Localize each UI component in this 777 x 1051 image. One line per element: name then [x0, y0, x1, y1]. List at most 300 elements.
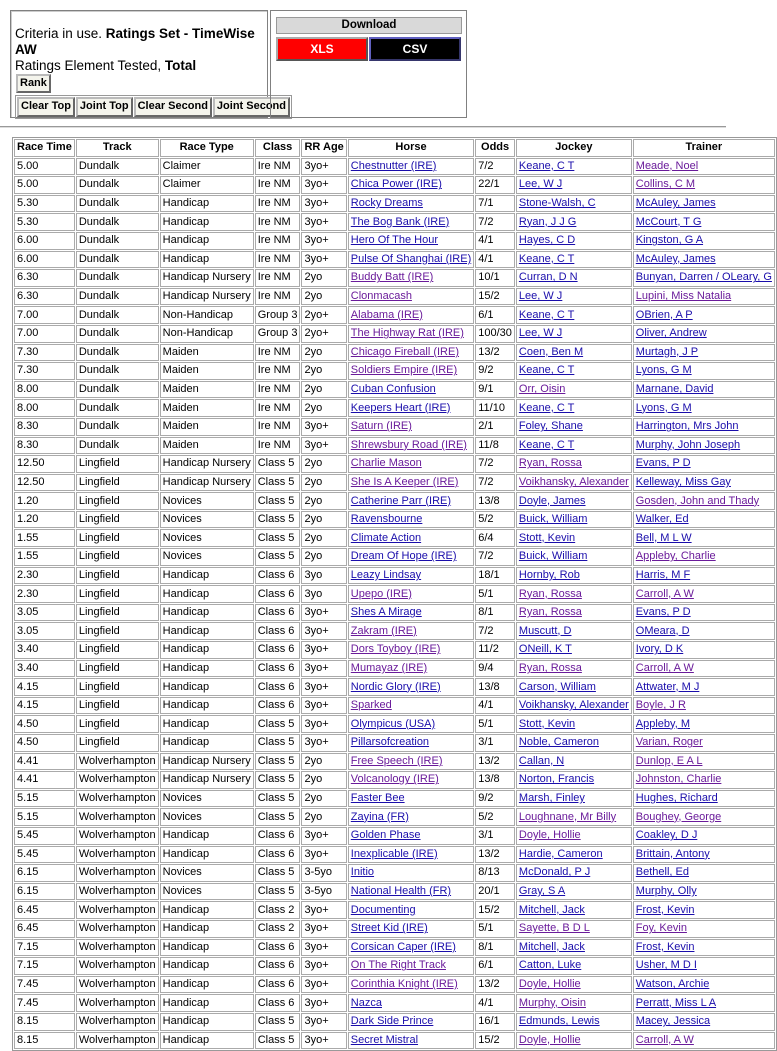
cell-horse — [348, 362, 474, 380]
cell-odds: 13/2 — [475, 344, 515, 362]
cell-rr-age: 2yo+ — [301, 306, 346, 324]
clear-second-button[interactable]: Clear Second — [134, 97, 212, 117]
cell-track: Wolverhampton — [76, 771, 159, 789]
cell-horse — [348, 808, 474, 826]
cell-horse — [348, 325, 474, 343]
cell-horse — [348, 492, 474, 510]
cell-trainer — [633, 567, 775, 585]
table-row — [14, 1032, 775, 1050]
cell-race-time: 6.00 — [14, 232, 75, 250]
cell-race-time: 6.30 — [14, 269, 75, 287]
cell-jockey — [516, 381, 632, 399]
jockey-link[interactable]: Mitchell, Jack — [518, 903, 585, 916]
cell-race-type: Handicap — [160, 660, 254, 678]
jockey-link[interactable]: Murphy, Oisin — [518, 996, 586, 1009]
joint-top-button[interactable]: Joint Top — [76, 97, 133, 117]
cell-race-type: Handicap — [160, 678, 254, 696]
download-title: Download — [276, 17, 462, 34]
jockey-link[interactable]: Doyle, Hollie — [518, 978, 581, 991]
trainer-link[interactable]: Boughey, George — [635, 810, 722, 823]
cell-race-time: 6.45 — [14, 901, 75, 919]
horse-link[interactable]: Saturn (IRE) — [350, 420, 412, 433]
cell-odds: 3/1 — [475, 827, 515, 845]
cell-horse — [348, 1013, 474, 1031]
trainer-link[interactable]: Frost, Kevin — [635, 940, 695, 953]
cell-race-type: Handicap — [160, 827, 254, 845]
cell-horse — [348, 455, 474, 473]
cell-class: Class 6 — [255, 678, 301, 696]
joint-second-button[interactable]: Joint Second — [213, 97, 290, 117]
cell-trainer — [633, 660, 775, 678]
cell-trainer — [633, 455, 775, 473]
horse-link[interactable]: National Health (FR) — [350, 885, 452, 898]
trainer-link[interactable]: Carroll, A W — [635, 587, 694, 600]
cell-class: Ire NM — [255, 362, 301, 380]
horse-link[interactable]: Secret Mistral — [350, 1033, 419, 1046]
horse-link[interactable]: Faster Bee — [350, 792, 405, 805]
cell-class: Group 3 — [255, 306, 301, 324]
table-header-row — [14, 139, 775, 157]
cell-race-time: 5.45 — [14, 827, 75, 845]
trainer-link[interactable]: McCourt, T G — [635, 215, 702, 228]
cell-odds: 10/1 — [475, 269, 515, 287]
cell-rr-age: 2yo — [301, 344, 346, 362]
horse-link[interactable]: Catherine Parr (IRE) — [350, 494, 452, 507]
horse-link[interactable]: Nordic Glory (IRE) — [350, 680, 441, 693]
trainer-link[interactable]: Foy, Kevin — [635, 922, 687, 935]
cell-race-time: 5.30 — [14, 195, 75, 213]
trainer-link[interactable]: Evans, P D — [635, 606, 691, 619]
jockey-link[interactable]: Stott, Kevin — [518, 717, 576, 730]
cell-trainer — [633, 771, 775, 789]
cell-rr-age: 3yo+ — [301, 158, 346, 176]
cell-class: Class 6 — [255, 697, 301, 715]
horse-link[interactable]: She Is A Keeper (IRE) — [350, 475, 459, 488]
jockey-link[interactable]: Buick, William — [518, 550, 588, 563]
jockey-link[interactable]: Gray, S A — [518, 885, 566, 898]
cell-trainer — [633, 474, 775, 492]
cell-track: Wolverhampton — [76, 994, 159, 1012]
jockey-link[interactable]: Marsh, Finley — [518, 792, 585, 805]
cell-race-time: 5.30 — [14, 213, 75, 231]
jockey-link[interactable]: Keane, C T — [518, 364, 575, 377]
horse-link[interactable]: Zayina (FR) — [350, 810, 409, 823]
cell-class: Class 5 — [255, 492, 301, 510]
horse-link[interactable]: On The Right Track — [350, 959, 446, 972]
jockey-link[interactable]: Buick, William — [518, 513, 588, 526]
horse-link[interactable]: Clonmacash — [350, 290, 412, 303]
trainer-link[interactable]: Ivory, D K — [635, 643, 684, 656]
jockey-link[interactable]: Stott, Kevin — [518, 531, 576, 544]
jockey-link[interactable]: Keane, C T — [518, 438, 575, 451]
cell-race-time: 8.30 — [14, 418, 75, 436]
horse-link[interactable]: Upepo (IRE) — [350, 587, 412, 600]
jockey-link[interactable]: Mitchell, Jack — [518, 940, 585, 953]
jockey-link[interactable]: Voikhansky, Alexander — [518, 475, 629, 488]
jockey-link[interactable]: Sayette, B D L — [518, 922, 590, 935]
horse-link[interactable]: Olympicus (USA) — [350, 717, 436, 730]
horse-link[interactable]: Charlie Mason — [350, 457, 422, 470]
cell-race-time: 2.30 — [14, 585, 75, 603]
jockey-link[interactable]: Foley, Shane — [518, 420, 583, 433]
cell-class: Class 6 — [255, 994, 301, 1012]
trainer-link[interactable]: Frost, Kevin — [635, 903, 695, 916]
cell-trainer — [633, 251, 775, 269]
cell-odds: 4/1 — [475, 251, 515, 269]
horse-link[interactable]: Corinthia Knight (IRE) — [350, 978, 458, 991]
horse-link[interactable]: Buddy Batt (IRE) — [350, 271, 434, 284]
cell-jockey — [516, 585, 632, 603]
cell-track: Dundalk — [76, 399, 159, 417]
horse-link[interactable]: Hero Of The Hour — [350, 234, 439, 247]
trainer-link[interactable]: Murphy, John Joseph — [635, 438, 741, 451]
horse-link[interactable]: Dors Toyboy (IRE) — [350, 643, 441, 656]
table-row — [14, 269, 775, 287]
horse-link[interactable]: Alabama (IRE) — [350, 308, 423, 321]
jockey-link[interactable]: Catton, Luke — [518, 959, 582, 972]
jockey-link[interactable]: Ryan, Rossa — [518, 457, 582, 470]
trainer-link[interactable]: Evans, P D — [635, 457, 691, 470]
cell-trainer — [633, 715, 775, 733]
trainer-link[interactable]: Gosden, John and Thady — [635, 494, 760, 507]
cell-horse — [348, 195, 474, 213]
jockey-link[interactable]: Edmunds, Lewis — [518, 1015, 600, 1028]
horse-link[interactable]: Initio — [350, 866, 375, 879]
trainer-link[interactable]: Meade, Noel — [635, 159, 699, 172]
cell-race-type: Handicap — [160, 901, 254, 919]
trainer-link[interactable]: McAuley, James — [635, 197, 716, 210]
horse-link[interactable]: The Highway Rat (IRE) — [350, 327, 464, 340]
cell-rr-age: 3yo+ — [301, 641, 346, 659]
clear-top-button[interactable]: Clear Top — [17, 97, 75, 117]
jockey-link[interactable]: Hardie, Cameron — [518, 847, 603, 860]
cell-race-type: Maiden — [160, 381, 254, 399]
jockey-link[interactable]: Keane, C T — [518, 159, 575, 172]
cell-race-time: 7.30 — [14, 344, 75, 362]
cell-race-type: Novices — [160, 492, 254, 510]
jockey-link[interactable]: Lee, W J — [518, 290, 563, 303]
cell-race-time: 8.15 — [14, 1013, 75, 1031]
horse-link[interactable]: Rocky Dreams — [350, 197, 423, 210]
cell-race-time: 8.00 — [14, 381, 75, 399]
table-row — [14, 846, 775, 864]
jockey-link[interactable]: Noble, Cameron — [518, 736, 599, 749]
criteria-text — [15, 26, 267, 74]
trainer-link[interactable]: McAuley, James — [635, 252, 716, 265]
trainer-link[interactable]: Harris, M F — [635, 568, 691, 581]
trainer-link[interactable]: Carroll, A W — [635, 661, 694, 674]
jockey-link[interactable]: Orr, Oisin — [518, 383, 566, 396]
trainer-link[interactable]: Bunyan, Darren / OLeary, G — [635, 271, 772, 284]
trainer-link[interactable]: Perratt, Miss L A — [635, 996, 717, 1009]
trainer-link[interactable]: Walker, Ed — [635, 513, 689, 526]
cell-race-type: Non-Handicap — [160, 325, 254, 343]
cell-rr-age: 2yo+ — [301, 325, 346, 343]
horse-link[interactable]: Free Speech (IRE) — [350, 754, 443, 767]
cell-jockey — [516, 846, 632, 864]
trainer-link[interactable]: Oliver, Andrew — [635, 327, 707, 340]
horse-link[interactable]: The Bog Bank (IRE) — [350, 215, 450, 228]
trainer-link[interactable]: Collins, C M — [635, 178, 696, 191]
trainer-link[interactable]: OMeara, D — [635, 624, 690, 637]
cell-horse — [348, 585, 474, 603]
cell-class: Class 5 — [255, 1013, 301, 1031]
cell-class: Class 5 — [255, 883, 301, 901]
cell-jockey — [516, 176, 632, 194]
horse-link[interactable]: Chestnutter (IRE) — [350, 159, 437, 172]
table-body — [14, 158, 775, 1050]
cell-rr-age: 3-5yo — [301, 864, 346, 882]
cell-rr-age: 2yo — [301, 808, 346, 826]
cell-trainer — [633, 957, 775, 975]
trainer-link[interactable]: Murtagh, J P — [635, 345, 699, 358]
horse-link[interactable]: Ravensbourne — [350, 513, 423, 526]
cell-jockey — [516, 994, 632, 1012]
trainer-link[interactable]: Bethell, Ed — [635, 866, 689, 879]
trainer-link[interactable]: Attwater, M J — [635, 680, 700, 693]
horse-link[interactable]: Nazca — [350, 996, 382, 1009]
cell-track: Wolverhampton — [76, 1032, 159, 1050]
cell-jockey — [516, 418, 632, 436]
cell-odds: 4/1 — [475, 994, 515, 1012]
cell-class: Ire NM — [255, 158, 301, 176]
trainer-link[interactable]: Appleby, Charlie — [635, 550, 716, 563]
cell-track: Wolverhampton — [76, 901, 159, 919]
cell-rr-age: 2yo — [301, 492, 346, 510]
horse-link[interactable]: Soldiers Empire (IRE) — [350, 364, 458, 377]
jockey-link[interactable]: Hornby, Rob — [518, 568, 580, 581]
trainer-link[interactable]: Kelleway, Miss Gay — [635, 475, 731, 488]
horse-link[interactable]: Mumayaz (IRE) — [350, 661, 428, 674]
trainer-link[interactable]: Marnane, David — [635, 383, 714, 396]
cell-race-time: 5.45 — [14, 846, 75, 864]
trainer-link[interactable]: Usher, M D I — [635, 959, 697, 972]
horse-link[interactable]: Inexplicable (IRE) — [350, 847, 438, 860]
cell-class: Ire NM — [255, 418, 301, 436]
cell-trainer — [633, 195, 775, 213]
rank-button[interactable]: Rank — [16, 74, 51, 93]
column-header-trainer: Trainer — [633, 139, 775, 157]
column-header-odds: Odds — [475, 139, 515, 157]
horse-link[interactable]: Keepers Heart (IRE) — [350, 401, 451, 414]
cell-jockey — [516, 939, 632, 957]
trainer-link[interactable]: Murphy, Olly — [635, 885, 697, 898]
cell-race-type: Maiden — [160, 418, 254, 436]
horse-link[interactable]: Volcanology (IRE) — [350, 773, 439, 786]
table-row — [14, 511, 775, 529]
table-row — [14, 567, 775, 585]
horse-link[interactable]: Climate Action — [350, 531, 422, 544]
cell-odds: 3/1 — [475, 734, 515, 752]
cell-class: Class 6 — [255, 622, 301, 640]
jockey-link[interactable]: McDonald, P J — [518, 866, 591, 879]
cell-jockey — [516, 864, 632, 882]
horse-link[interactable]: Chica Power (IRE) — [350, 178, 442, 191]
horse-link[interactable]: Leazy Lindsay — [350, 568, 422, 581]
cell-race-time: 3.05 — [14, 604, 75, 622]
horse-link[interactable]: Shrewsbury Road (IRE) — [350, 438, 467, 451]
horse-link[interactable]: Zakram (IRE) — [350, 624, 417, 637]
cell-odds: 8/13 — [475, 864, 515, 882]
cell-jockey — [516, 808, 632, 826]
jockey-link[interactable]: ONeill, K T — [518, 643, 572, 656]
trainer-link[interactable]: Dunlop, E A L — [635, 754, 703, 767]
cell-class: Class 6 — [255, 939, 301, 957]
table-row — [14, 474, 775, 492]
trainer-link[interactable]: Lyons, G M — [635, 401, 692, 414]
trainer-link[interactable]: Watson, Archie — [635, 978, 710, 991]
trainer-link[interactable]: Hughes, Richard — [635, 792, 718, 805]
cell-track: Lingfield — [76, 474, 159, 492]
cell-race-time: 7.45 — [14, 976, 75, 994]
jockey-link[interactable]: Ryan, Rossa — [518, 606, 582, 619]
cell-rr-age: 2yo — [301, 548, 346, 566]
trainer-link[interactable]: Coakley, D J — [635, 829, 698, 842]
csv-download-button[interactable]: CSV — [369, 37, 461, 61]
horse-link[interactable]: Pillarsofcreation — [350, 736, 430, 749]
cell-race-time: 1.20 — [14, 511, 75, 529]
jockey-link[interactable]: Doyle, Hollie — [518, 829, 581, 842]
trainer-link[interactable]: Lupini, Miss Natalia — [635, 290, 732, 303]
jockey-link[interactable]: Keane, C T — [518, 252, 575, 265]
jockey-link[interactable]: Voikhansky, Alexander — [518, 699, 629, 712]
jockey-link[interactable]: Callan, N — [518, 754, 565, 767]
cell-rr-age: 3yo+ — [301, 939, 346, 957]
trainer-link[interactable]: Kingston, G A — [635, 234, 704, 247]
cell-odds: 7/2 — [475, 213, 515, 231]
cell-horse — [348, 790, 474, 808]
cell-race-type: Handicap — [160, 585, 254, 603]
jockey-link[interactable]: Coen, Ben M — [518, 345, 584, 358]
table-row — [14, 864, 775, 882]
cell-odds: 7/2 — [475, 158, 515, 176]
jockey-link[interactable]: Ryan, J J G — [518, 215, 577, 228]
jockey-link[interactable]: Loughnane, Mr Billy — [518, 810, 617, 823]
cell-race-type: Handicap Nursery — [160, 771, 254, 789]
cell-class: Ire NM — [255, 269, 301, 287]
trainer-link[interactable]: Boyle, J R — [635, 699, 686, 712]
trainer-link[interactable]: OBrien, A P — [635, 308, 693, 321]
horse-link[interactable]: Corsican Caper (IRE) — [350, 940, 456, 953]
cell-jockey — [516, 288, 632, 306]
cell-rr-age: 3yo+ — [301, 976, 346, 994]
horse-link[interactable]: Shes A Mirage — [350, 606, 422, 619]
horse-link[interactable]: Dream Of Hope (IRE) — [350, 550, 457, 563]
jockey-link[interactable]: Doyle, Hollie — [518, 1033, 581, 1046]
jockey-link[interactable]: Ryan, Rossa — [518, 661, 582, 674]
cell-odds: 5/2 — [475, 511, 515, 529]
jockey-link[interactable]: Stone-Walsh, C — [518, 197, 596, 210]
cell-track: Wolverhampton — [76, 976, 159, 994]
table-row — [14, 437, 775, 455]
cell-horse — [348, 622, 474, 640]
cell-horse — [348, 994, 474, 1012]
cell-rr-age: 3yo+ — [301, 232, 346, 250]
cell-horse — [348, 660, 474, 678]
cell-jockey — [516, 1013, 632, 1031]
trainer-link[interactable]: Varian, Roger — [635, 736, 703, 749]
cell-class: Class 6 — [255, 660, 301, 678]
cell-jockey — [516, 269, 632, 287]
horse-link[interactable]: Chicago Fireball (IRE) — [350, 345, 459, 358]
cell-horse — [348, 957, 474, 975]
jockey-link[interactable]: Keane, C T — [518, 401, 575, 414]
cell-jockey — [516, 641, 632, 659]
trainer-link[interactable]: Appleby, M — [635, 717, 690, 730]
cell-track: Lingfield — [76, 529, 159, 547]
cell-rr-age: 3yo+ — [301, 734, 346, 752]
jockey-link[interactable]: Carson, William — [518, 680, 596, 693]
jockey-link[interactable]: Muscutt, D — [518, 624, 572, 637]
jockey-link[interactable]: Keane, C T — [518, 308, 575, 321]
cell-trainer — [633, 846, 775, 864]
horse-link[interactable]: Dark Side Prince — [350, 1015, 434, 1028]
trainer-link[interactable]: Carroll, A W — [635, 1033, 694, 1046]
jockey-link[interactable]: Hayes, C D — [518, 234, 576, 247]
cell-rr-age: 3yo+ — [301, 994, 346, 1012]
cell-trainer — [633, 678, 775, 696]
jockey-link[interactable]: Norton, Francis — [518, 773, 595, 786]
horse-link[interactable]: Pulse Of Shanghai (IRE) — [350, 252, 472, 265]
cell-horse — [348, 176, 474, 194]
jockey-link[interactable]: Ryan, Rossa — [518, 587, 582, 600]
xls-download-button[interactable]: XLS — [276, 37, 368, 61]
cell-trainer — [633, 306, 775, 324]
jockey-link[interactable]: Curran, D N — [518, 271, 578, 284]
cell-trainer — [633, 604, 775, 622]
trainer-link[interactable]: Johnston, Charlie — [635, 773, 722, 786]
cell-track: Lingfield — [76, 660, 159, 678]
cell-trainer — [633, 548, 775, 566]
cell-race-type: Handicap — [160, 715, 254, 733]
jockey-link[interactable]: Lee, W J — [518, 327, 563, 340]
cell-race-time: 3.40 — [14, 641, 75, 659]
trainer-link[interactable]: Bell, M L W — [635, 531, 692, 544]
cell-trainer — [633, 622, 775, 640]
cell-track: Lingfield — [76, 678, 159, 696]
cell-jockey — [516, 715, 632, 733]
table-row — [14, 641, 775, 659]
horse-link[interactable]: Sparked — [350, 699, 392, 712]
horse-link[interactable]: Street Kid (IRE) — [350, 922, 428, 935]
cell-race-time: 5.00 — [14, 176, 75, 194]
cell-jockey — [516, 474, 632, 492]
cell-race-type: Handicap — [160, 622, 254, 640]
cell-odds: 15/2 — [475, 1032, 515, 1050]
horse-link[interactable]: Cuban Confusion — [350, 383, 436, 396]
cell-track: Dundalk — [76, 232, 159, 250]
horse-link[interactable]: Golden Phase — [350, 829, 421, 842]
cell-rr-age: 2yo — [301, 362, 346, 380]
trainer-link[interactable]: Brittain, Antony — [635, 847, 710, 860]
cell-odds: 8/1 — [475, 604, 515, 622]
cell-horse — [348, 827, 474, 845]
trainer-link[interactable]: Macey, Jessica — [635, 1015, 711, 1028]
cell-track: Wolverhampton — [76, 827, 159, 845]
jockey-link[interactable]: Doyle, James — [518, 494, 586, 507]
cell-race-type: Novices — [160, 529, 254, 547]
divider — [0, 126, 726, 128]
download-panel — [270, 10, 467, 118]
cell-trainer — [633, 976, 775, 994]
horse-link[interactable]: Documenting — [350, 903, 416, 916]
cell-horse — [348, 474, 474, 492]
trainer-link[interactable]: Harrington, Mrs John — [635, 420, 739, 433]
cell-class: Class 5 — [255, 790, 301, 808]
trainer-link[interactable]: Lyons, G M — [635, 364, 692, 377]
jockey-link[interactable]: Lee, W J — [518, 178, 563, 191]
cell-race-type: Handicap — [160, 976, 254, 994]
